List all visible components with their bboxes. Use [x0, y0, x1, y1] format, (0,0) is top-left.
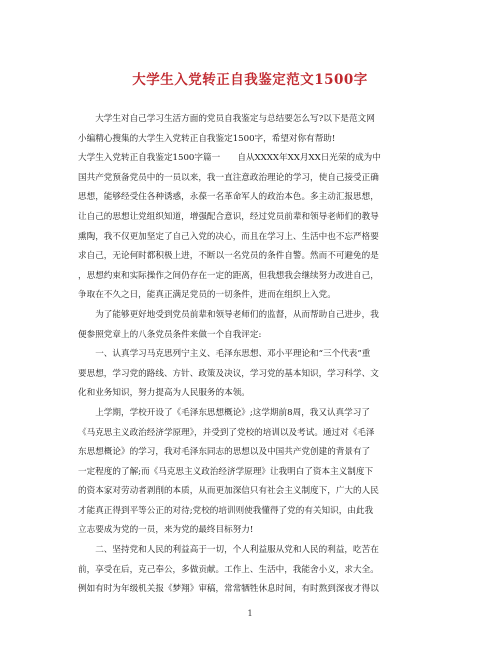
text-line: 《马克思主义政治经济学原理》，并受到了党校的培训以及考试。通过对《毛泽: [78, 427, 375, 438]
text-line: 的资本家对劳动者剥削的本质，从而更加深信只有社会主义制度下，广大的人民: [78, 486, 379, 497]
text-line: 前，享受在后，克己奉公，多做贡献。工作上、生活中，我能舍小义，求大全。: [78, 564, 379, 575]
document-body: [78, 110, 423, 600]
text-line: 国共产党预备党员中的一员以来，我一直注意政治理论的学习，使自己接受正确: [78, 172, 379, 183]
text-line: 要思想，学习党的路线、方针、政策及决议，学习党的基本知识，学习科学、文: [78, 368, 379, 379]
text-line: 小编精心搜集的大学生入党转正自我鉴定1500字，希望对你有帮助!: [78, 133, 336, 144]
text-line: 思想，能够经受住各种诱惑，永葆一名革命军人的政治本色。多主动汇报思想，: [78, 192, 379, 203]
text-line: 东思想概论》的学习，我对毛泽东同志的思想以及中国共产党创建的背景有了: [78, 447, 371, 458]
text-line: 便参照党章上的八条党员条件来做一个自我评定:: [78, 329, 262, 340]
text-line: 上学期，学校开设了《毛泽东思想概论》;这学期前8周，我又认真学习了: [78, 407, 370, 418]
text-line: 争取在不久之日，能真正满足党员的一切条件，进而在组织上入党。: [78, 290, 336, 301]
text-line: 一、认真学习马克思列宁主义、毛泽东思想、邓小平理论和“三个代表”重: [78, 349, 371, 360]
text-line: 化和业务知识，努力提高为人民服务的本领。: [78, 388, 250, 399]
page-number: 1: [247, 609, 253, 618]
document-title: 大学生入党转正自我鉴定范文1500字: [132, 72, 368, 88]
text-line: 例如有时为年级机关报《梦翔》审稿，常常牺牲休息时间，有时熬到深夜才得以: [78, 584, 379, 595]
text-line: 熏陶，我不仅更加坚定了自己入党的决心，而且在学习上、生活中也不忘严格要: [78, 231, 379, 242]
text-line: 二、坚持党和人民的利益高于一切，个人利益服从党和人民的利益，吃苦在: [78, 545, 379, 556]
text-line: 才能真正得到平等公正的对待;党校的培训则使我懂得了党的有关知识，由此我: [78, 505, 374, 516]
text-line: 大学生入党转正自我鉴定1500字篇一 自从XXXX年XX月XX日光荣的成为中: [78, 153, 381, 164]
text-line: 大学生对自己学习生活方面的党员自我鉴定与总结要怎么写?以下是范文网: [78, 114, 375, 124]
text-line: 立志要成为党的一员，来为党的最终目标努力!: [78, 525, 254, 536]
text-line: 一定程度的了解;而《马克思主义政治经济学原理》让我明白了资本主义制度下: [78, 466, 374, 477]
text-line: ，思想约束和实际操作之间仍存在一定的距离，但我想我会继续努力改进自己，: [78, 270, 379, 281]
text-line: 为了能够更好地受到党员前辈和领导老师们的监督，从而帮助自己进步，我: [78, 309, 379, 320]
text-line: 让自己的思想让党组织知道，增强配合意识，经过党员前辈和领导老师们的教导: [78, 211, 379, 222]
text-line: 求自己，无论何时都积极上进，不断以一名党员的条件自警。然而不可避免的是: [78, 251, 379, 262]
